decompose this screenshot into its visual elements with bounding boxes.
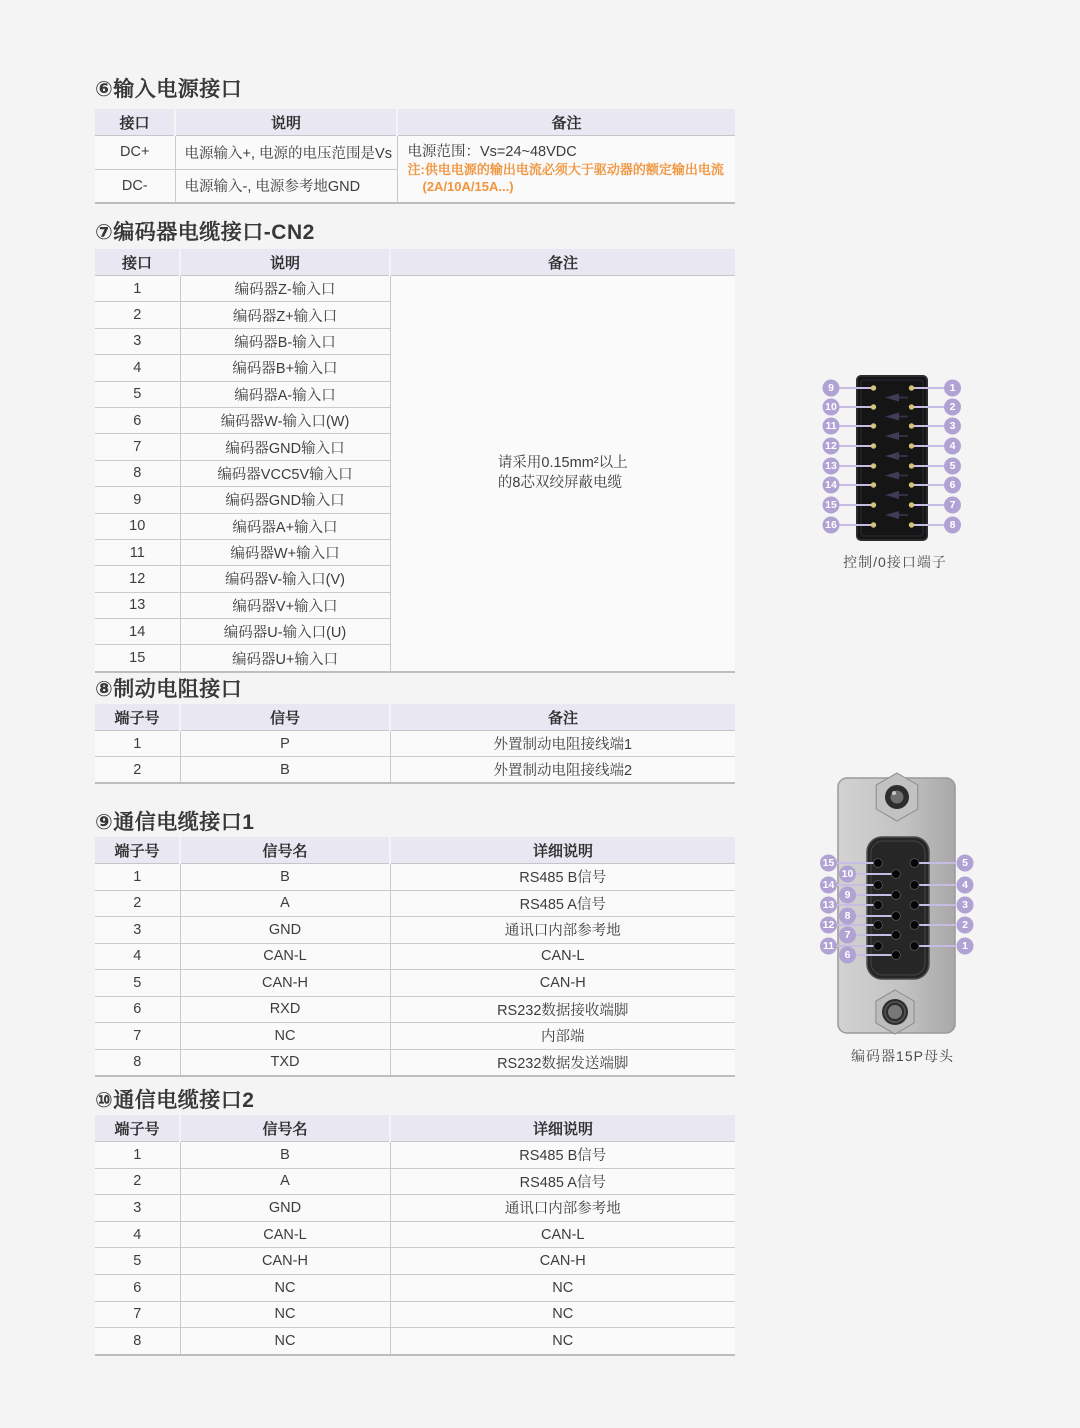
cell: CAN-L (390, 1221, 735, 1248)
cell: 11 (95, 539, 180, 565)
cell: CAN-L (180, 943, 390, 970)
note-line: 请采用0.15mm²以上 (497, 455, 628, 472)
column-header: 端子号 (95, 837, 180, 864)
column-header: 备注 (390, 704, 735, 731)
pin-dot (871, 463, 876, 468)
cell: NC (390, 1301, 735, 1328)
cell: 1 (95, 864, 180, 891)
table-row (95, 917, 735, 944)
cell: RXD (180, 996, 390, 1023)
column-header: 备注 (397, 109, 735, 136)
pin-dot (909, 385, 914, 390)
column-header: 接口 (95, 109, 175, 136)
cell: 外置制动电阻接线端1 (390, 731, 735, 757)
table-row (95, 1195, 735, 1222)
pin-hole (892, 931, 901, 940)
pin-hole (910, 921, 919, 930)
pin-number: 10 (841, 868, 854, 880)
pin-number: 7 (844, 929, 851, 941)
column-header: 信号名 (180, 837, 390, 864)
pin-number: 11 (822, 940, 835, 952)
cell: 4 (95, 1221, 180, 1248)
pin-number: 16 (825, 519, 837, 531)
table-row (95, 890, 735, 917)
pin-hole (892, 912, 901, 921)
note-line: 注:供电电源的输出电流必须大于驱动器的额定输出电流 (407, 162, 724, 178)
cell: 3 (95, 328, 180, 354)
table-row (95, 996, 735, 1023)
table-row (95, 731, 735, 757)
pin-hole (910, 901, 919, 910)
cell: 2 (95, 757, 180, 784)
table-row (95, 757, 735, 784)
pin-number: 5 (962, 857, 968, 869)
cell: RS485 A信号 (390, 1168, 735, 1195)
header-row (95, 109, 735, 136)
pin-dot (909, 463, 914, 468)
section-title-comm-1: ⑨通信电缆接口1 (95, 811, 255, 834)
cell: CAN-L (390, 943, 735, 970)
pin-dot (871, 423, 876, 428)
cell: B (180, 1142, 390, 1169)
cell: 8 (95, 460, 180, 486)
section-title-comm-2: ⑩通信电缆接口2 (95, 1089, 255, 1112)
cell: A (180, 890, 390, 917)
column-header: 说明 (175, 109, 397, 136)
pin-dot (871, 443, 876, 448)
table-row (95, 276, 735, 302)
table-row (95, 970, 735, 997)
pin-number: 6 (949, 479, 956, 491)
pin-number: 3 (949, 420, 956, 432)
cell: 编码器V-输入口(V) (180, 566, 390, 592)
column-header: 备注 (390, 249, 735, 276)
column-header: 接口 (95, 249, 180, 276)
encoder-db15-figure (815, 770, 990, 1066)
column-header: 信号名 (180, 1115, 390, 1142)
table-row (95, 1274, 735, 1301)
pin-hole (874, 942, 883, 951)
section-title-power-input: ⑥输入电源接口 (95, 78, 243, 101)
comm-cable-2-table (95, 1115, 735, 1356)
cell: 编码器VCC5V输入口 (180, 460, 390, 486)
encoder-cn2-table (95, 249, 735, 673)
cell: A (180, 1168, 390, 1195)
pin-number: 15 (825, 499, 837, 511)
table-row (95, 1168, 735, 1195)
pin-number: 11 (825, 420, 837, 432)
pin-hole (910, 859, 919, 868)
cell: GND (180, 917, 390, 944)
pin-number: 4 (962, 879, 968, 891)
pin-number: 9 (844, 889, 851, 901)
pin-dot (909, 404, 914, 409)
cell: 编码器GND输入口 (180, 434, 390, 460)
cell: 通讯口内部参考地 (390, 1195, 735, 1222)
cell: CAN-H (180, 1248, 390, 1275)
table-row (95, 1221, 735, 1248)
pin-number: 14 (822, 879, 835, 891)
control-io-figure-caption: 控制/0接口端子 (843, 554, 947, 570)
cell: 编码器Z+输入口 (180, 302, 390, 328)
cell: 12 (95, 566, 180, 592)
cell: CAN-H (180, 970, 390, 997)
table-row (95, 864, 735, 891)
table-row (95, 943, 735, 970)
cell: CAN-H (390, 1248, 735, 1275)
pin-number: 2 (962, 919, 968, 931)
cell: DC+ (95, 136, 175, 170)
cell: 7 (95, 1301, 180, 1328)
cell: 5 (95, 1248, 180, 1275)
cell: 13 (95, 592, 180, 618)
cell: 内部端 (390, 1023, 735, 1050)
cell: GND (180, 1195, 390, 1222)
control-io-connector-figure (815, 372, 975, 572)
remark-note (498, 453, 628, 494)
pin-number: 12 (825, 440, 837, 452)
cell: 编码器W+输入口 (180, 539, 390, 565)
cell: 编码器U-输入口(U) (180, 619, 390, 645)
cell: 编码器A-输入口 (180, 381, 390, 407)
cell: 6 (95, 407, 180, 433)
header-row (95, 704, 735, 731)
table-row (95, 136, 735, 170)
pin-number: 6 (844, 949, 851, 961)
cell: NC (180, 1023, 390, 1050)
cell: 通讯口内部参考地 (390, 917, 735, 944)
cell: RS485 B信号 (390, 864, 735, 891)
column-header: 说明 (180, 249, 390, 276)
pin-number: 12 (822, 919, 835, 931)
note-line: 的8芯双绞屏蔽电缆 (497, 475, 622, 492)
cell: 6 (95, 1274, 180, 1301)
table-row (95, 1142, 735, 1169)
table-row (95, 1301, 735, 1328)
pin-number: 14 (825, 479, 837, 491)
cell: 9 (95, 487, 180, 513)
column-header: 端子号 (95, 1115, 180, 1142)
cell: 电源输入-, 电源参考地GND (175, 169, 397, 203)
pin-dot (871, 502, 876, 507)
column-header: 端子号 (95, 704, 180, 731)
pin-dot (909, 443, 914, 448)
pin-number: 2 (949, 401, 956, 413)
note-line: (2A/10A/15A...) (422, 179, 514, 195)
pin-dot (871, 482, 876, 487)
pin-number: 10 (825, 401, 837, 413)
encoder-db15-diagram (815, 770, 990, 1036)
cell: DC- (95, 169, 175, 203)
cell: TXD (180, 1049, 390, 1076)
pin-dot (909, 482, 914, 487)
encoder-db15-figure-caption: 编码器15P母头 (851, 1048, 954, 1064)
cell: 5 (95, 381, 180, 407)
pin-number: 7 (949, 499, 956, 511)
cell: CAN-L (180, 1221, 390, 1248)
pin-dot (909, 522, 914, 527)
table-row (95, 1023, 735, 1050)
cell: RS485 A信号 (390, 890, 735, 917)
cell: 14 (95, 619, 180, 645)
cell: 10 (95, 513, 180, 539)
column-header: 信号 (180, 704, 390, 731)
remark-cell (397, 136, 735, 204)
brake-resistor-table (95, 704, 735, 784)
pin-number: 1 (949, 382, 956, 394)
cell: 1 (95, 1142, 180, 1169)
cell: 编码器B-输入口 (180, 328, 390, 354)
cell: B (180, 864, 390, 891)
header-row (95, 1115, 735, 1142)
note-line: 电源范围：Vs=24~48VDC (407, 144, 577, 160)
cell: NC (390, 1274, 735, 1301)
pin-dot (871, 522, 876, 527)
cell: 8 (95, 1049, 180, 1076)
cell: 编码器GND输入口 (180, 487, 390, 513)
pin-hole (874, 901, 883, 910)
cell: NC (180, 1328, 390, 1355)
pin-dot (909, 423, 914, 428)
cell: 8 (95, 1328, 180, 1355)
cell: NC (180, 1301, 390, 1328)
section-title-encoder-cn2: ⑦编码器电缆接口-CN2 (95, 221, 315, 244)
cell: 6 (95, 996, 180, 1023)
cell: 15 (95, 645, 180, 672)
pin-number: 3 (962, 899, 968, 911)
cell: 2 (95, 890, 180, 917)
cell: CAN-H (390, 970, 735, 997)
pin-hole (892, 891, 901, 900)
pin-number: 13 (825, 460, 837, 472)
pin-dot (871, 385, 876, 390)
pin-hole (910, 881, 919, 890)
cell: 5 (95, 970, 180, 997)
cell: 外置制动电阻接线端2 (390, 757, 735, 784)
cell: P (180, 731, 390, 757)
table-row (95, 1328, 735, 1355)
cell: RS232数据接收端脚 (390, 996, 735, 1023)
pin-hole (910, 942, 919, 951)
pin-hole (874, 881, 883, 890)
header-row (95, 249, 735, 276)
cell: 电源输入+, 电源的电压范围是Vs (175, 136, 397, 170)
column-header: 详细说明 (390, 1115, 735, 1142)
remark-cell (390, 276, 735, 672)
pin-number: 15 (822, 857, 835, 869)
cell: RS485 B信号 (390, 1142, 735, 1169)
cell: NC (180, 1274, 390, 1301)
section-title-brake-resistor: ⑧制动电阻接口 (95, 678, 243, 701)
cell: 编码器A+输入口 (180, 513, 390, 539)
control-io-connector-diagram (815, 372, 975, 542)
pin-dot (871, 404, 876, 409)
cell: 编码器W-输入口(W) (180, 407, 390, 433)
pin-hole (892, 951, 901, 960)
pin-number: 1 (962, 940, 968, 952)
cell: 编码器U+输入口 (180, 645, 390, 672)
table-row (95, 1049, 735, 1076)
pin-number: 9 (828, 382, 834, 394)
pin-dot (909, 502, 914, 507)
pin-number: 4 (949, 440, 956, 452)
table-row (95, 1248, 735, 1275)
cell: 编码器V+输入口 (180, 592, 390, 618)
cell: 3 (95, 917, 180, 944)
power-input-table (95, 109, 735, 204)
cell: 7 (95, 1023, 180, 1050)
pin-number: 8 (949, 519, 956, 531)
pin-hole (892, 870, 901, 879)
pin-number: 5 (949, 460, 956, 472)
cell: 4 (95, 943, 180, 970)
cell: 2 (95, 1168, 180, 1195)
cell: 7 (95, 434, 180, 460)
column-header: 详细说明 (390, 837, 735, 864)
pin-hole (874, 921, 883, 930)
cell: RS232数据发送端脚 (390, 1049, 735, 1076)
cell: 2 (95, 302, 180, 328)
cell: 1 (95, 731, 180, 757)
cell: 4 (95, 355, 180, 381)
comm-cable-1-table (95, 837, 735, 1077)
pin-number: 13 (822, 899, 835, 911)
cell: 3 (95, 1195, 180, 1222)
pin-hole (874, 859, 883, 868)
cell: B (180, 757, 390, 784)
cell: NC (390, 1328, 735, 1355)
remark-note (408, 142, 724, 196)
cell: 编码器Z-输入口 (180, 276, 390, 302)
cell: 1 (95, 276, 180, 302)
header-row (95, 837, 735, 864)
pin-number: 8 (844, 910, 851, 922)
cell: 编码器B+输入口 (180, 355, 390, 381)
